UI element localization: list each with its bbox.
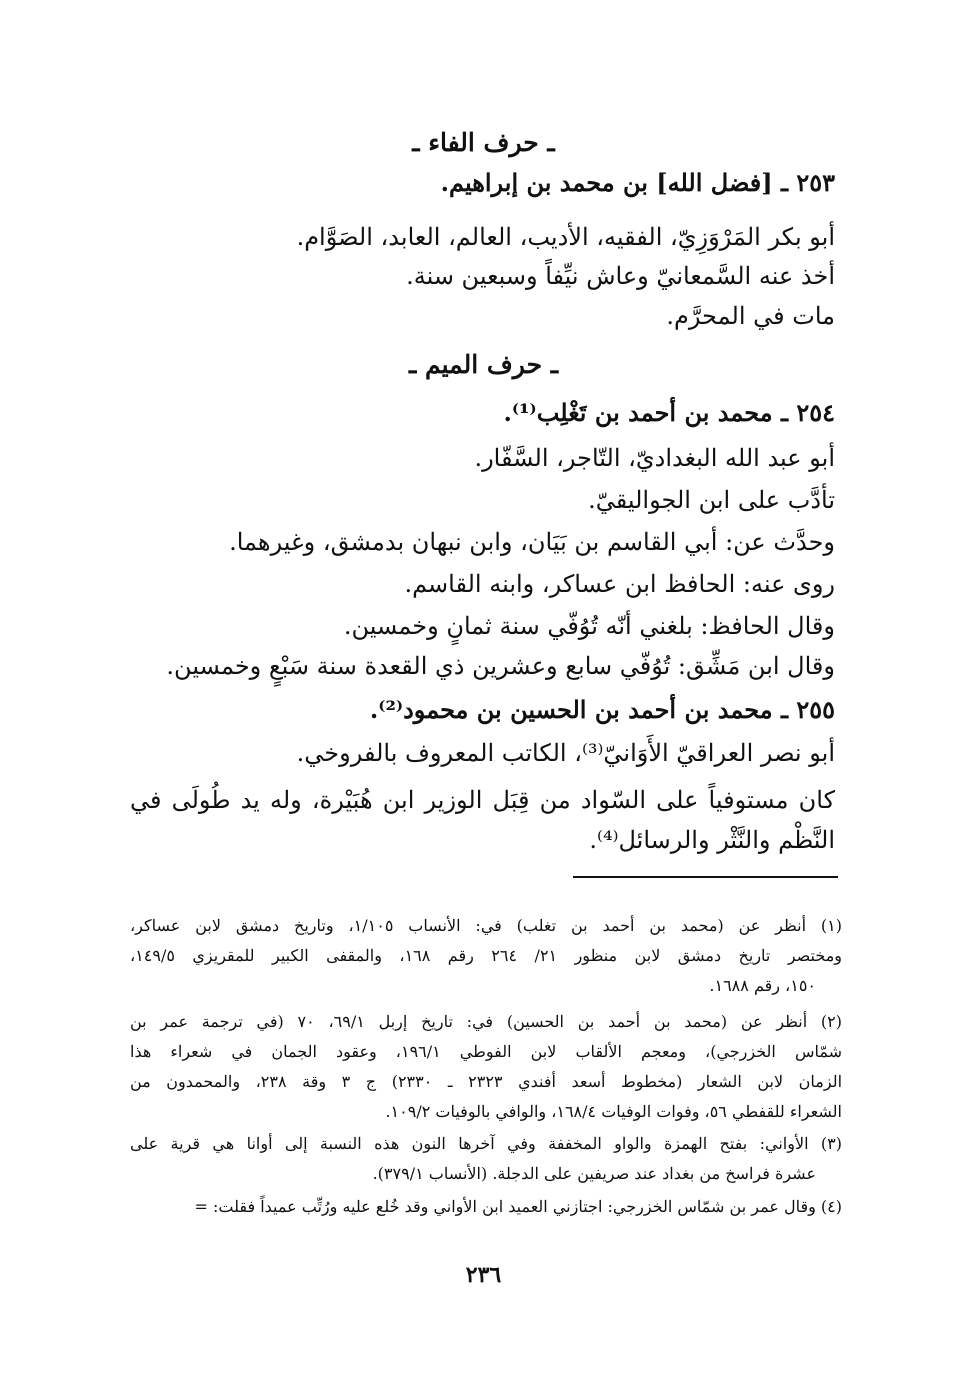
entry-254-line-3: وحدَّث عن: أبي القاسم بن بَيَان، وابن نبهان بدمشق، وغيرهما. [229, 528, 835, 556]
footnote-1-line-3: ١٥٠، رقم ١٦٨٨. [709, 976, 816, 995]
entry-254-line-6: وقال ابن مَشِّق: تُوُفّي سابع وعشرين ذي القعدة سنة سَبْعٍ وخمسين. [166, 652, 835, 680]
footnote-3-line-2: عشرة فراسخ من بغداد عند صريفين على الدجلة. (الأنساب ٣٧٩/١). [372, 1164, 816, 1183]
page-number: ٢٣٦ [465, 1262, 502, 1288]
entry-253-line-2: أخذ عنه السَّمعانيّ وعاش نيِّفاً وسبعين سنة. [406, 262, 835, 290]
footnote-2-line-1: (٢) أنظر عن (محمد بن أحمد بن الحسين) في: تاريخ إربل ٦٩/١، ٧٠ (في ترجمة عمر بن [130, 1012, 843, 1031]
entry-254-line-2: تأدَّب على ابن الجواليقيّ. [588, 486, 835, 514]
entry-255-line-2: كان مستوفياً على السّواد من قِبَل الوزير ابن هُبَيْرة، وله يد طُولَى في [130, 786, 835, 814]
entry-255-line-3: النَّظْم والنَّثْر والرسائل⁽⁴⁾. [589, 826, 835, 854]
entry-254-title: ٢٥٤ ـ محمد بن أحمد بن تَغْلِب⁽¹⁾. [503, 398, 835, 427]
footnote-2-line-4: الشعراء للقفطي ٥٦، وفوات الوفيات ١٦٨/٤، والوافي بالوفيات ١٠٩/٢. [385, 1102, 842, 1121]
footnote-3-line-1: (٣) الأواني: بفتح الهمزة والواو المخففة وفي آخرها النون هذه النسبة إلى أوانا هي قرية على [130, 1134, 842, 1153]
footnote-1-line-1: (١) أنظر عن (محمد بن أحمد بن تغلب) في: الأنساب ١/١٠٥، وتاريخ دمشق لابن عساكر، [130, 916, 843, 935]
entry-255-line-1: أبو نصر العراقيّ الأَوَانيّ⁽³⁾، الكاتب المعروف بالفروخي. [296, 739, 835, 767]
footnote-1-line-2: ومختصر تاريخ دمشق لابن منظور ٢١/ ٢٦٤ رقم ١٦٨، والمقفى الكبير للمقريزي ١٤٩/٥، [130, 946, 843, 965]
entry-254-line-4: روى عنه: الحافظ ابن عساكر، وابنه القاسم. [404, 570, 835, 598]
entry-254-line-1: أبو عبد الله البغداديّ، التّاجر، السَّفّار. [474, 444, 835, 472]
entry-253-line-3: مات في المحرَّم. [666, 302, 835, 330]
entry-253-line-1: أبو بكر المَرْوَزِيّ، الفقيه، الأديب، العالم، العابد، الصَوَّام. [296, 223, 835, 251]
footnote-4-line-1: (٤) وقال عمر بن شمّاس الخزرجي: اجتازني العميد ابن الأواني وقد خُلع عليه ورُتِّب عميداً فقلت: = [194, 1197, 842, 1216]
section-heading-fa: ـ حرف الفاء ـ [412, 128, 555, 157]
entry-254-line-5: وقال الحافظ: بلغني أنّه تُوُفّي سنة ثمانٍ وخمسين. [343, 612, 835, 640]
footnote-2-line-2: شمّاس الخزرجي)، ومعجم الألقاب لابن الفوطي ١٩٦/١، وعقود الجمان في شعراء هذا [130, 1042, 843, 1061]
entry-253-title: ٢٥٣ ـ [فضل الله] بن محمد بن إبراهيم. [440, 168, 835, 197]
footnote-separator [573, 876, 838, 878]
entry-255-title: ٢٥٥ ـ محمد بن أحمد بن الحسين بن محمود⁽²⁾. [369, 695, 835, 724]
section-heading-mim: ـ حرف الميم ـ [408, 350, 559, 379]
footnote-2-line-3: الزمان لابن الشعار (مخطوط أسعد أفندي ٢٣٢٣ ـ ٢٣٣٠) ج ٣ وقة ٢٣٨، والمحمدون من [130, 1072, 843, 1091]
